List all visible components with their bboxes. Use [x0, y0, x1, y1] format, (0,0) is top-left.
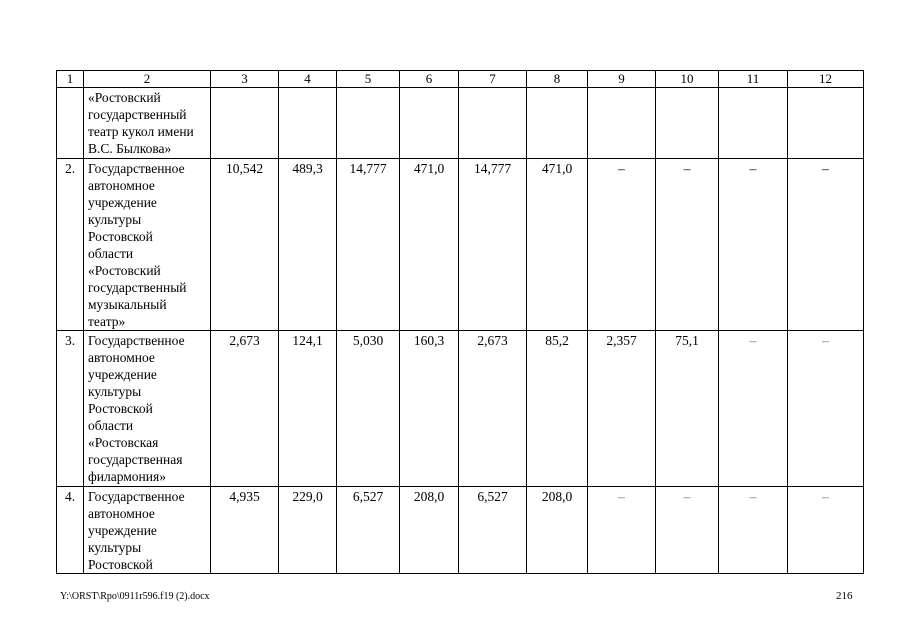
value-cell: 2,357: [588, 331, 656, 487]
value-cell: 471,0: [400, 159, 459, 331]
value-cell: 4,935: [211, 487, 279, 574]
value-cell: 5,030: [337, 331, 400, 487]
value-cell: [459, 88, 527, 159]
institution-name-line: «Ростовская: [88, 435, 159, 450]
value-cell: [337, 88, 400, 159]
value-cell: [279, 88, 337, 159]
institution-name-line: театр»: [88, 314, 126, 329]
column-number: 4: [279, 71, 337, 88]
value-cell: 208,0: [400, 487, 459, 574]
value-cell: 471,0: [527, 159, 588, 331]
value-cell: –: [788, 487, 864, 574]
column-number: 2: [84, 71, 211, 88]
value-cell: 124,1: [279, 331, 337, 487]
value-cell: 6,527: [459, 487, 527, 574]
value-cell: 14,777: [459, 159, 527, 331]
value-cell: 10,542: [211, 159, 279, 331]
table-row: [57, 331, 864, 487]
column-number: 7: [459, 71, 527, 88]
column-number: 6: [400, 71, 459, 88]
table-row-continuation: [57, 88, 864, 159]
value-cell: 75,1: [656, 331, 719, 487]
value-cell: –: [719, 331, 788, 487]
institution-name-line: Государственное: [88, 489, 185, 504]
value-cell: –: [788, 331, 864, 487]
value-cell: 6,527: [337, 487, 400, 574]
institution-name-cell: [84, 487, 211, 574]
institution-name-line: культуры: [88, 212, 142, 227]
table-row: [57, 159, 864, 331]
value-cell: –: [719, 487, 788, 574]
institution-name-line: автономное: [88, 350, 155, 365]
value-cell: 14,777: [337, 159, 400, 331]
institution-name-line: государственная: [88, 452, 183, 467]
row-index-cell: [57, 88, 84, 159]
column-number: 9: [588, 71, 656, 88]
institution-name-line: автономное: [88, 506, 155, 521]
column-number-row: [57, 71, 864, 88]
institution-name-line: Государственное: [88, 333, 185, 348]
value-cell: –: [719, 159, 788, 331]
institution-name-line: Ростовской: [88, 401, 153, 416]
institution-name-line: учреждение: [88, 195, 157, 210]
value-cell: [656, 88, 719, 159]
value-cell: 229,0: [279, 487, 337, 574]
row-index-cell: 4.: [57, 487, 84, 574]
institution-name-line: учреждение: [88, 367, 157, 382]
column-number: 8: [527, 71, 588, 88]
value-cell: –: [588, 159, 656, 331]
value-cell: 2,673: [211, 331, 279, 487]
institution-name-line: театр кукол имени: [88, 124, 194, 139]
value-cell: –: [588, 487, 656, 574]
column-number: 5: [337, 71, 400, 88]
institution-name-line: «Ростовский: [88, 90, 161, 105]
value-cell: –: [788, 159, 864, 331]
institution-name-line: Ростовской: [88, 229, 153, 244]
institution-name-line: В.С. Былкова»: [88, 141, 172, 156]
page-number: 216: [836, 590, 853, 602]
value-cell: 2,673: [459, 331, 527, 487]
value-cell: [788, 88, 864, 159]
budget-table: [56, 70, 864, 574]
value-cell: –: [656, 487, 719, 574]
institution-name-line: области: [88, 418, 134, 433]
value-cell: [400, 88, 459, 159]
value-cell: 160,3: [400, 331, 459, 487]
row-index-cell: 2.: [57, 159, 84, 331]
value-cell: 489,3: [279, 159, 337, 331]
value-cell: [211, 88, 279, 159]
institution-name-cell: [84, 331, 211, 487]
value-cell: 85,2: [527, 331, 588, 487]
institution-name-line: государственный: [88, 280, 187, 295]
institution-name-line: филармония»: [88, 469, 166, 484]
institution-name-line: автономное: [88, 178, 155, 193]
institution-name-line: учреждение: [88, 523, 157, 538]
institution-name-line: области: [88, 246, 134, 261]
institution-name-cell: [84, 159, 211, 331]
institution-name-line: культуры: [88, 384, 142, 399]
column-number: 10: [656, 71, 719, 88]
value-cell: –: [656, 159, 719, 331]
row-index-cell: 3.: [57, 331, 84, 487]
institution-name-line: культуры: [88, 540, 142, 555]
institution-name-line: «Ростовский: [88, 263, 161, 278]
table-row: [57, 487, 864, 574]
column-number: 1: [57, 71, 84, 88]
institution-name-line: Ростовской: [88, 557, 153, 572]
value-cell: [719, 88, 788, 159]
value-cell: 208,0: [527, 487, 588, 574]
institution-name-line: Государственное: [88, 161, 185, 176]
value-cell: [588, 88, 656, 159]
column-number: 12: [788, 71, 864, 88]
institution-name-cell: [84, 88, 211, 159]
institution-name-line: государственный: [88, 107, 187, 122]
column-number: 3: [211, 71, 279, 88]
institution-name-line: музыкальный: [88, 297, 167, 312]
footer-file-path: Y:\ORST\Rpo\0911r596.f19 (2).docx: [60, 591, 210, 602]
value-cell: [527, 88, 588, 159]
column-number: 11: [719, 71, 788, 88]
